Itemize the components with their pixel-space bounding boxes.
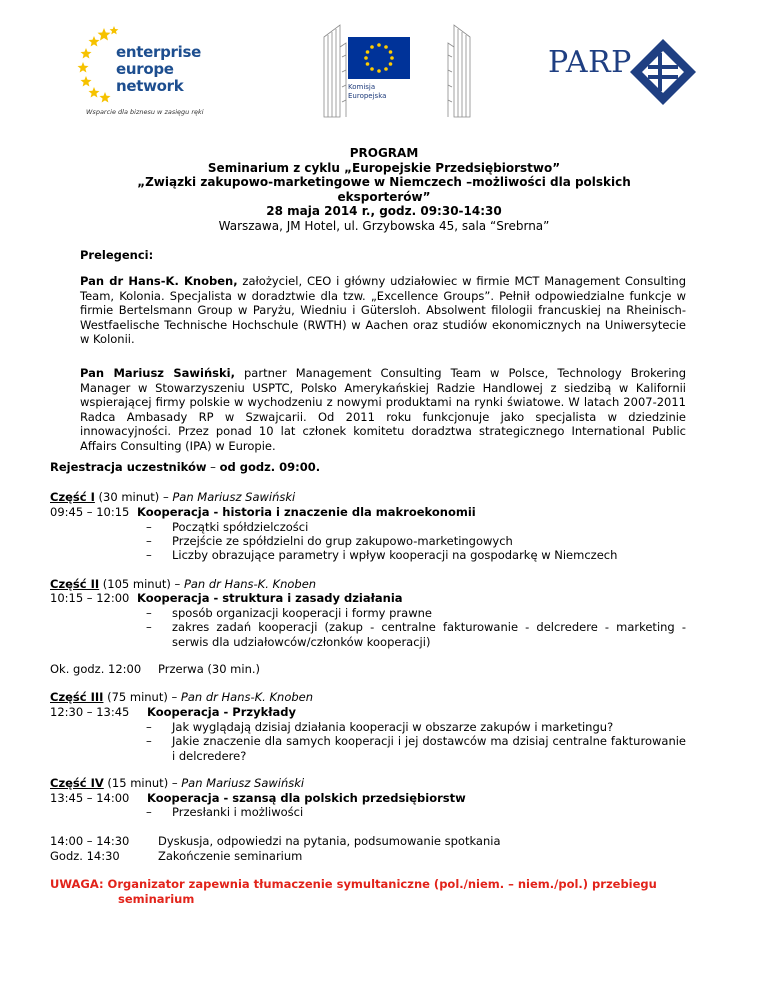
part-4-label: Część IV xyxy=(50,776,104,790)
speaker-2-text: partner Management Consulting Team w Polsce, Technology Brokering Manager w Stowarzyszeniu USPTC, Polsko Amerykańskiej Radzie Handlowej z siedzibą w Kalifornii wspierającej firmy polskie w wychodzeniu z nowymi produktami na rynki światowe. W latach 2007-2011 Radca Ambasady RP w Szwajcarii. Od 2011 roku funkcjonuje jako specjalista w dziedzinie innowacyjności. Przez ponad 10 lat członek komitetu doradztwa strategicznego International Public Affairs Consulting (IPA) w Europie. xyxy=(80,366,686,453)
speaker-1-name: Pan dr Hans-K. Knoben, xyxy=(80,274,238,288)
break-time: Ok. godz. 12:00 xyxy=(50,662,142,676)
note-line-1: UWAGA: Organizator zapewnia tłumaczenie symultaniczne (pol./niem. – niem./pol.) przebiegu xyxy=(50,877,657,891)
seminar-title-line-1: „Związki zakupowo-marketingowe w Niemczech –możliwości dla polskich xyxy=(137,175,631,189)
bullet-dash: – xyxy=(146,620,152,634)
discussion-time: 14:00 – 14:30 xyxy=(50,834,130,848)
een-line-1: enterprise xyxy=(116,43,201,61)
part-4-bullet-1 xyxy=(146,805,686,820)
enterprise-europe-network-logo xyxy=(74,22,224,122)
bullet-dash: – xyxy=(146,548,152,562)
een-line-2: europe xyxy=(116,60,174,78)
part-3-speaker: Pan dr Hans-K. Knoben xyxy=(180,690,314,704)
parp-mark-icon xyxy=(628,37,698,107)
registration-line xyxy=(50,460,320,475)
een-tagline: Wsparcie dla biznesu w zasięgu ręki xyxy=(86,108,204,116)
part-2-heading xyxy=(50,577,316,592)
bullet-dash: – xyxy=(146,520,152,534)
part-2-time: 10:15 – 12:00 xyxy=(50,591,130,605)
part-3-label: Część III xyxy=(50,690,104,704)
bullet-text: Liczby obrazujące parametry i wpływ kooperacji na gospodarkę w Niemczech xyxy=(172,548,618,562)
translation-note xyxy=(50,877,690,906)
program-title-block xyxy=(60,146,708,233)
speaker-2-bio xyxy=(80,366,686,453)
bullet-text: Początki spółdzielczości xyxy=(172,520,309,534)
note-line-2: seminarium xyxy=(118,891,195,906)
part-1-label: Część I xyxy=(50,490,95,504)
bullet-text: Przesłanki i możliwości xyxy=(172,805,304,819)
part-1-bullet-3 xyxy=(146,548,686,563)
bullet-dash: – xyxy=(146,805,152,819)
part-1-topic: Kooperacja - historia i znaczenie dla makroekonomii xyxy=(137,505,476,519)
part-1-time: 09:45 – 10:15 xyxy=(50,505,130,519)
part-1-duration: (30 minut) – xyxy=(94,490,173,504)
part-3-time: 12:30 – 13:45 xyxy=(50,705,130,719)
part-1-speaker: Pan Mariusz Sawiński xyxy=(172,490,296,504)
part-3-heading xyxy=(50,690,313,705)
speaker-1-bio xyxy=(80,274,686,347)
part-4-heading xyxy=(50,776,304,791)
ec-logo-text xyxy=(348,83,386,101)
part-3-topic: Kooperacja - Przykłady xyxy=(147,705,296,719)
part-4-speaker: Pan Mariusz Sawiński xyxy=(181,776,305,790)
part-2-speaker: Pan dr Hans-K. Knoben xyxy=(183,577,317,591)
part-2-topic: Kooperacja - struktura i zasady działania xyxy=(137,591,403,605)
part-1-heading xyxy=(50,490,295,505)
bullet-dash: – xyxy=(146,734,152,748)
european-commission-logo xyxy=(320,17,474,123)
speaker-1-text: założyciel, CEO i główny udziałowiec w firmie MCT Management Consulting Team, Kolonia. Specjalista w doradztwie dla tzw. „Excellence Groups”. Pełnił odpowiedzialne funkcje w firmie Bertelsmann Group w Paryżu, Wiedniu i Gütersloh. Absolwent filologii francuskiej na Rheinisch-Westfaelische Technische Hochschule (RWTH) w Aachen oraz studiów ekonomicznych na Uniwersytecie w Kolonii. xyxy=(80,274,686,346)
part-4-time: 13:45 – 14:00 xyxy=(50,791,130,805)
part-4-topic: Kooperacja - szansą dla polskich przedsiębiorstw xyxy=(147,791,466,805)
program-heading: PROGRAM xyxy=(349,146,419,160)
end-time: Godz. 14:30 xyxy=(50,849,120,863)
part-4-duration: (15 minut) – xyxy=(103,776,182,790)
part-2-label: Część II xyxy=(50,577,100,591)
bullet-text: Przejście ze spółdzielni do grup zakupowo-marketingowych xyxy=(172,534,513,548)
bullet-dash: – xyxy=(146,606,152,620)
ec-line-2: Europejska xyxy=(348,92,387,100)
discussion-label: Dyskusja, odpowiedzi na pytania, podsumowanie spotkania xyxy=(158,834,501,848)
een-line-3: network xyxy=(116,77,184,95)
ec-line-1: Komisja xyxy=(348,83,376,91)
een-stars-icon xyxy=(74,22,120,106)
speakers-heading: Prelegenci: xyxy=(80,248,154,262)
part-3-bullet-2 xyxy=(146,734,686,763)
seminar-title-line-2: eksporterów” xyxy=(337,189,431,204)
bullet-dash: – xyxy=(146,720,152,734)
part-2-duration: (105 minut) – xyxy=(99,577,184,591)
break-label: Przerwa (30 min.) xyxy=(158,662,261,676)
bullet-text: zakres zadań kooperacji (zakup - centralne fakturowanie - delcredere - marketing - serwis dla udziałowców/członków kooperacji) xyxy=(172,620,686,649)
seminar-date: 28 maja 2014 r., godz. 09:30-14:30 xyxy=(266,204,502,218)
seminar-venue: Warszawa, JM Hotel, ul. Grzybowska 45, sala “Srebrna” xyxy=(218,218,550,233)
bullet-text: Jak wyglądają dzisiaj działania kooperacji w obszarze zakupów i marketingu? xyxy=(172,720,614,734)
part-1-bullet-1 xyxy=(146,520,686,535)
part-3-duration: (75 minut) – xyxy=(103,690,181,704)
parp-logo xyxy=(548,37,698,107)
registration-label: Rejestracja uczestników xyxy=(50,460,207,474)
part-2-bullet-2 xyxy=(146,620,686,649)
bullet-text: Jakie znaczenie dla samych kooperacji i jej dostawców ma dzisiaj centralne fakturowanie i delcredere? xyxy=(172,734,686,763)
bullet-dash: – xyxy=(146,534,152,548)
part-2-bullet-1 xyxy=(146,606,686,621)
speaker-2-name: Pan Mariusz Sawiński, xyxy=(80,366,235,380)
bullet-text: sposób organizacji kooperacji i formy prawne xyxy=(172,606,432,620)
part-3-bullet-1 xyxy=(146,720,686,735)
ec-building-icon xyxy=(320,17,474,123)
end-label: Zakończenie seminarium xyxy=(158,849,303,863)
parp-logo-text: PARP xyxy=(548,45,632,80)
een-logo-text xyxy=(116,44,201,95)
registration-time: od godz. 09:00. xyxy=(219,460,321,474)
part-1-bullet-2 xyxy=(146,534,686,549)
seminar-series: Seminarium z cyklu „Europejskie Przedsiębiorstwo” xyxy=(207,160,561,175)
registration-sep: – xyxy=(206,460,220,474)
